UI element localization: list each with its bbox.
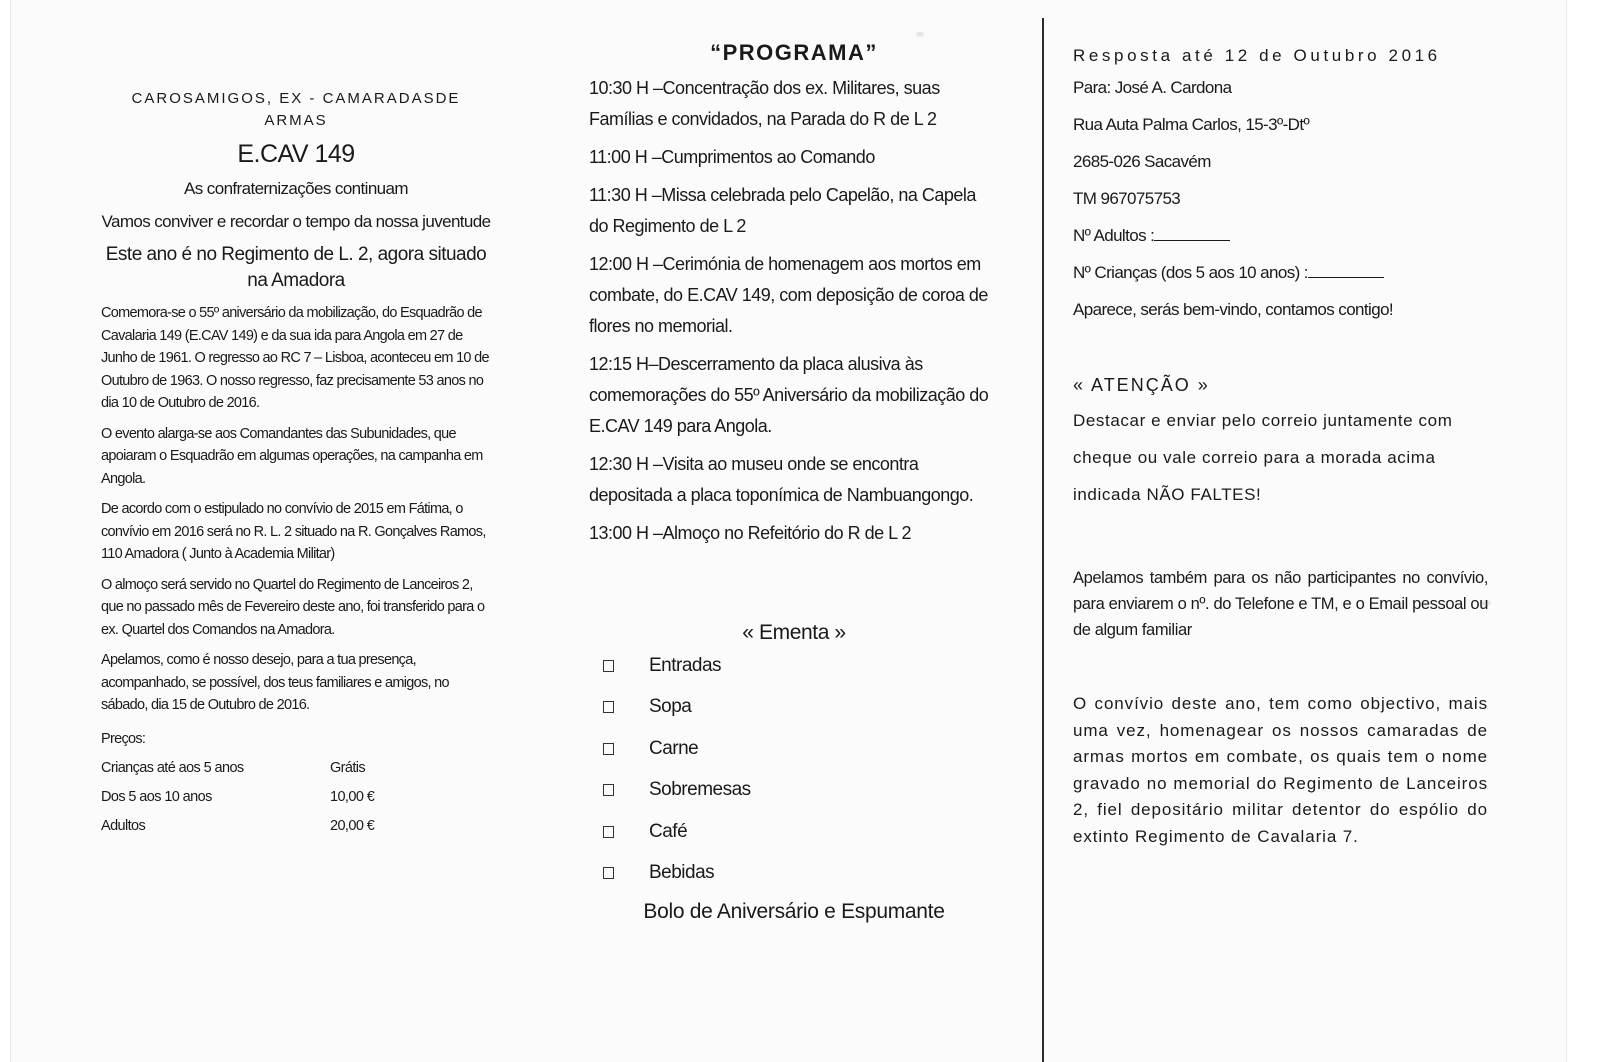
menu-item-label: Bebidas	[649, 862, 715, 884]
greeting: CAROSAMIGOS, EX - CAMARADASDE ARMAS	[131, 90, 461, 129]
price-label: Adultos	[101, 817, 146, 834]
venue-line: Este ano é no Regimento de L. 2, agora situado na Amadora	[105, 244, 487, 291]
subtitle-line: Vamos conviver e recordar o tempo da nossa juventude	[101, 212, 491, 231]
checkbox-square-icon	[603, 701, 614, 713]
children-blank	[1308, 263, 1384, 278]
price-value: 10,00 €	[330, 788, 375, 805]
attention-body: Destacar e enviar pelo correio juntamente com cheque ou vale correio para a morada acima indicada NÃO FALTES!	[1073, 411, 1453, 504]
schedule-item: 12:30 H –Visita ao museu onde se encontra depositada a placa toponímica de Nambuangongo.	[589, 454, 974, 505]
menu-item	[589, 770, 999, 812]
unit-title: E.CAV 149	[237, 140, 355, 168]
schedule-item: 12:15 H–Descerramento da placa alusiva às comemorações do 55º Aniversário da mobilização do E.CAV 149 para Angola.	[589, 354, 989, 436]
checkbox-square-icon	[603, 826, 614, 838]
recipient-phone: TM 967075753	[1073, 189, 1181, 208]
program-title: “PROGRAMA”	[710, 40, 878, 65]
appeal-paragraph: Apelamos também para os não participantes no convívio, para enviarem o nº. do Telefone e TM, e o Email pessoal ou de algum familiar	[1073, 569, 1488, 639]
schedule-item: 10:30 H –Concentração dos ex. Militares, suas Famílias e convidados, na Parada do R de L 2	[589, 78, 940, 129]
subtitle-line: As confraternizações continuam	[184, 179, 408, 198]
middle-panel	[589, 0, 999, 924]
menu-item-label: Café	[649, 820, 688, 842]
paragraph: Apelamos, como é nosso desejo, para a tua presença, acompanhado, se possível, dos teus familiares e amigos, no sábado, dia 15 de Outubro de 2016.	[101, 652, 449, 713]
left-panel	[101, 0, 491, 834]
menu-item	[589, 645, 999, 687]
paragraph: Comemora-se o 55º aniversário da mobilização, do Esquadrão de Cavalaria 149 (E.CAV 149) e da sua ida para Angola em 27 de Junho de 1961. O regresso ao RC 7 – Lisboa, aconteceu em 10 de Outubro de 1963. O nosso regresso, faz precisamente 53 anos no dia 10 de Outubro de 2016.	[101, 305, 489, 411]
adults-label: Nº Adultos :	[1073, 226, 1155, 245]
schedule-item: 12:00 H –Cerimónia de homenagem aos mortos em combate, do E.CAV 149, com deposição de coroa de flores no memorial.	[589, 254, 988, 336]
menu-item	[589, 728, 999, 770]
menu-title: « Ementa »	[742, 621, 846, 644]
paragraph: O almoço será servido no Quartel do Regimento de Lanceiros 2, que no passado mês de Fevereiro deste ano, foi transferido para o ex. Quartel dos Comandos na Amadora.	[101, 576, 485, 638]
adults-blank	[1154, 226, 1230, 241]
schedule-item: 13:00 H –Almoço no Refeitório do R de L 2	[589, 523, 912, 543]
price-row	[101, 789, 491, 805]
prices-label: Preços:	[101, 730, 146, 747]
menu-item-label: Sobremesas	[649, 779, 751, 801]
price-value: Grátis	[330, 759, 366, 776]
recipient-street: Rua Auta Palma Carlos, 15-3º-Dtº	[1073, 115, 1310, 134]
children-count-field	[1073, 263, 1488, 288]
price-value: 20,00 €	[330, 817, 375, 834]
checkbox-square-icon	[603, 743, 614, 755]
reply-deadline: Resposta até 12 de Outubro 2016	[1073, 46, 1441, 65]
price-label: Crianças até aos 5 anos	[101, 759, 244, 776]
menu-item-label: Entradas	[649, 654, 722, 676]
checkbox-square-icon	[603, 784, 614, 796]
price-row	[101, 760, 491, 776]
checkbox-square-icon	[603, 660, 614, 672]
objective-paragraph: O convívio deste ano, tem como objectivo, mais uma vez, homenagear os nossos camaradas de armas mortos em combate, os quais tem o nome gravado no memorial do Regimento de Lanceiros 2, fiel depositário militar detentor do espólio do extinto Regimento de Cavalaria 7.	[1073, 694, 1488, 846]
menu-item-label: Carne	[649, 737, 699, 759]
recipient-postal: 2685-026 Sacavém	[1073, 152, 1211, 171]
checkbox-square-icon	[603, 867, 614, 879]
children-label: Nº Crianças (dos 5 aos 10 anos) :	[1073, 263, 1308, 282]
menu-item	[589, 811, 999, 853]
price-row	[101, 818, 491, 834]
attention-title: « ATENÇÃO »	[1073, 375, 1210, 395]
adults-count-field	[1073, 226, 1488, 251]
price-label: Dos 5 aos 10 anos	[101, 788, 212, 805]
menu-item-label: Sopa	[649, 696, 692, 718]
paragraph: O evento alarga-se aos Comandantes das Subunidades, que apoiaram o Esquadrão em algumas operações, na campanha em Angola.	[101, 425, 483, 487]
right-panel	[1073, 0, 1488, 850]
paragraph: De acordo com o estipulado no convívio de 2015 em Fátima, o convívio em 2016 será no R. L. 2 situado na R. Gonçalves Ramos, 110 Amadora ( Junto à Academia Militar)	[101, 501, 486, 562]
cake-line: Bolo de Aniversário e Espumante	[643, 900, 945, 923]
fold-divider	[1042, 18, 1044, 1062]
menu-item	[589, 687, 999, 729]
recipient-name: Para: José A. Cardona	[1073, 78, 1232, 97]
flyer-sheet	[10, 0, 1567, 1062]
welcome-line: Aparece, serás bem-vindo, contamos contigo!	[1073, 300, 1394, 319]
menu-item	[589, 853, 999, 895]
schedule-item: 11:00 H –Cumprimentos ao Comando	[589, 147, 875, 167]
schedule-item: 11:30 H –Missa celebrada pelo Capelão, na Capela do Regimento de L 2	[589, 185, 976, 236]
